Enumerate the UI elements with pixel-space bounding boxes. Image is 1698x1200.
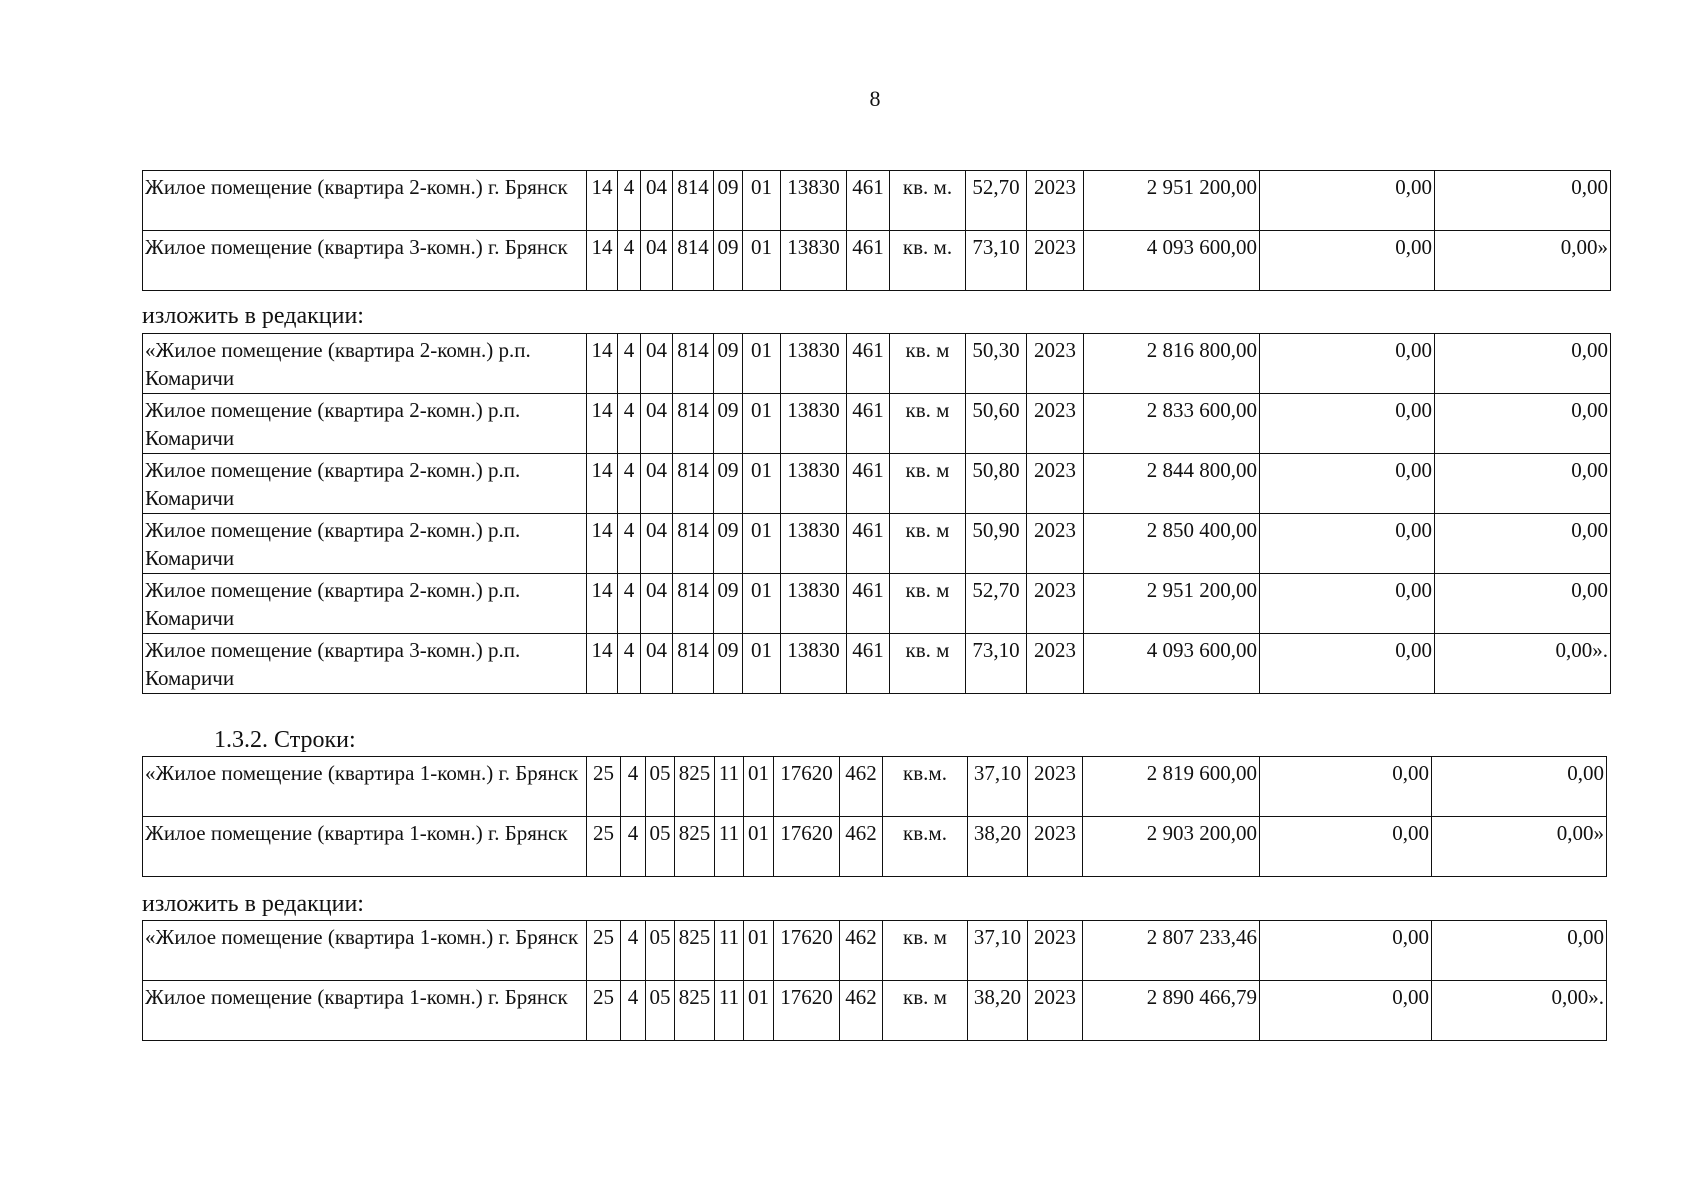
code-cell: 09 [714, 454, 743, 514]
code-cell: 461 [847, 514, 890, 574]
code-cell: 814 [673, 454, 714, 514]
amount-cell: 4 093 600,00 [1084, 231, 1260, 291]
amount-cell: 2 816 800,00 [1084, 334, 1260, 394]
area-cell: 52,70 [966, 574, 1027, 634]
code-cell: 17620 [774, 757, 840, 817]
object-name-cell: «Жилое помещение (квартира 1-комн.) г. Брянск [143, 921, 587, 981]
amount-cell: 0,00 [1432, 757, 1607, 817]
table-row [143, 817, 1607, 877]
code-cell: 814 [673, 231, 714, 291]
code-cell: 11 [715, 817, 744, 877]
code-cell: 04 [641, 574, 673, 634]
table-row [143, 394, 1611, 454]
code-cell: 09 [714, 574, 743, 634]
table-row [143, 454, 1611, 514]
object-name-cell: Жилое помещение (квартира 2-комн.) р.п. Комаричи [143, 454, 587, 514]
amount-cell: 0,00 [1260, 757, 1432, 817]
code-cell: 01 [744, 817, 774, 877]
object-name-cell: Жилое помещение (квартира 3-комн.) г. Брянск [143, 231, 587, 291]
code-cell: 461 [847, 231, 890, 291]
code-cell: 4 [618, 454, 641, 514]
area-cell: 52,70 [966, 171, 1027, 231]
code-cell: 25 [587, 757, 621, 817]
table-row [143, 574, 1611, 634]
code-cell: 11 [715, 757, 744, 817]
table-block-2 [142, 333, 1611, 694]
code-cell: 09 [714, 394, 743, 454]
code-cell: 05 [646, 757, 675, 817]
amount-cell: 2 890 466,79 [1083, 981, 1260, 1041]
area-cell: 50,60 [966, 394, 1027, 454]
amount-cell: 0,00». [1432, 981, 1607, 1041]
code-cell: 4 [618, 574, 641, 634]
year-cell: 2023 [1028, 757, 1083, 817]
code-cell: 13830 [781, 171, 847, 231]
object-name-cell: Жилое помещение (квартира 2-комн.) р.п. Комаричи [143, 514, 587, 574]
code-cell: 4 [621, 757, 646, 817]
code-cell: 461 [847, 574, 890, 634]
code-cell: 01 [743, 634, 781, 694]
year-cell: 2023 [1027, 394, 1084, 454]
year-cell: 2023 [1027, 634, 1084, 694]
code-cell: 4 [618, 334, 641, 394]
amount-cell: 0,00 [1260, 171, 1435, 231]
amount-cell: 0,00 [1260, 817, 1432, 877]
year-cell: 2023 [1027, 171, 1084, 231]
table-row [143, 757, 1607, 817]
property-table-restated-1 [142, 333, 1611, 694]
year-cell: 2023 [1027, 454, 1084, 514]
code-cell: 01 [744, 981, 774, 1041]
amount-cell: 0,00 [1435, 334, 1611, 394]
code-cell: 814 [673, 574, 714, 634]
amount-cell: 2 833 600,00 [1084, 394, 1260, 454]
amount-cell: 2 819 600,00 [1083, 757, 1260, 817]
object-name-cell: Жилое помещение (квартира 3-комн.) р.п. Комаричи [143, 634, 587, 694]
unit-cell: кв. м [890, 334, 966, 394]
page-number: 8 [869, 86, 881, 111]
amount-cell: 2 951 200,00 [1084, 574, 1260, 634]
year-cell: 2023 [1027, 334, 1084, 394]
code-cell: 09 [714, 231, 743, 291]
code-cell: 4 [621, 817, 646, 877]
code-cell: 05 [646, 817, 675, 877]
code-cell: 01 [743, 334, 781, 394]
code-cell: 462 [840, 757, 883, 817]
year-cell: 2023 [1027, 514, 1084, 574]
area-cell: 38,20 [968, 981, 1028, 1041]
object-name-cell: «Жилое помещение (квартира 2-комн.) р.п. Комаричи [143, 334, 587, 394]
code-cell: 13830 [781, 394, 847, 454]
area-cell: 37,10 [968, 757, 1028, 817]
area-cell: 50,80 [966, 454, 1027, 514]
code-cell: 461 [847, 394, 890, 454]
code-cell: 461 [847, 634, 890, 694]
code-cell: 462 [840, 817, 883, 877]
code-cell: 01 [743, 574, 781, 634]
code-cell: 461 [847, 171, 890, 231]
code-cell: 814 [673, 334, 714, 394]
code-cell: 814 [673, 634, 714, 694]
unit-cell: кв. м [890, 514, 966, 574]
amount-cell: 2 903 200,00 [1083, 817, 1260, 877]
code-cell: 04 [641, 394, 673, 454]
code-cell: 13830 [781, 334, 847, 394]
code-cell: 462 [840, 921, 883, 981]
table-block-4 [142, 920, 1607, 1041]
code-cell: 25 [587, 981, 621, 1041]
year-cell: 2023 [1027, 231, 1084, 291]
code-cell: 09 [714, 634, 743, 694]
restate-caption-2: изложить в редакции: [142, 891, 364, 917]
amount-cell: 0,00» [1435, 231, 1611, 291]
code-cell: 814 [673, 171, 714, 231]
unit-cell: кв. м [883, 921, 968, 981]
code-cell: 13830 [781, 231, 847, 291]
code-cell: 825 [675, 981, 715, 1041]
amount-cell: 0,00 [1260, 231, 1435, 291]
code-cell: 4 [618, 634, 641, 694]
unit-cell: кв. м. [890, 231, 966, 291]
table-block-1 [142, 170, 1611, 291]
code-cell: 13830 [781, 574, 847, 634]
amount-cell: 0,00». [1435, 634, 1611, 694]
code-cell: 4 [618, 231, 641, 291]
amount-cell: 2 951 200,00 [1084, 171, 1260, 231]
object-name-cell: «Жилое помещение (квартира 1-комн.) г. Брянск [143, 757, 587, 817]
code-cell: 17620 [774, 817, 840, 877]
year-cell: 2023 [1028, 981, 1083, 1041]
code-cell: 814 [673, 394, 714, 454]
amount-cell: 0,00 [1260, 921, 1432, 981]
code-cell: 14 [587, 231, 618, 291]
amount-cell: 0,00 [1435, 454, 1611, 514]
amount-cell: 0,00 [1260, 394, 1435, 454]
table-row [143, 634, 1611, 694]
code-cell: 01 [743, 514, 781, 574]
amount-cell: 0,00 [1260, 574, 1435, 634]
unit-cell: кв. м [883, 981, 968, 1041]
code-cell: 14 [587, 334, 618, 394]
amount-cell: 0,00 [1260, 981, 1432, 1041]
amount-cell: 0,00 [1432, 921, 1607, 981]
table-row [143, 171, 1611, 231]
table-row [143, 921, 1607, 981]
code-cell: 04 [641, 634, 673, 694]
property-table-original-1 [142, 170, 1611, 291]
code-cell: 25 [587, 921, 621, 981]
code-cell: 14 [587, 634, 618, 694]
code-cell: 4 [618, 394, 641, 454]
code-cell: 09 [714, 334, 743, 394]
code-cell: 14 [587, 454, 618, 514]
code-cell: 825 [675, 757, 715, 817]
code-cell: 4 [621, 981, 646, 1041]
code-cell: 25 [587, 817, 621, 877]
code-cell: 814 [673, 514, 714, 574]
object-name-cell: Жилое помещение (квартира 1-комн.) г. Брянск [143, 981, 587, 1041]
code-cell: 01 [743, 394, 781, 454]
code-cell: 01 [743, 454, 781, 514]
code-cell: 14 [587, 574, 618, 634]
code-cell: 01 [744, 757, 774, 817]
code-cell: 13830 [781, 514, 847, 574]
code-cell: 04 [641, 171, 673, 231]
year-cell: 2023 [1028, 921, 1083, 981]
code-cell: 4 [618, 514, 641, 574]
code-cell: 825 [675, 921, 715, 981]
area-cell: 73,10 [966, 231, 1027, 291]
code-cell: 04 [641, 334, 673, 394]
code-cell: 04 [641, 231, 673, 291]
area-cell: 37,10 [968, 921, 1028, 981]
amount-cell: 0,00» [1432, 817, 1607, 877]
amount-cell: 0,00 [1260, 454, 1435, 514]
code-cell: 05 [646, 921, 675, 981]
table-row [143, 981, 1607, 1041]
amount-cell: 2 807 233,46 [1083, 921, 1260, 981]
code-cell: 01 [744, 921, 774, 981]
code-cell: 13830 [781, 454, 847, 514]
property-table-restated-2 [142, 920, 1607, 1041]
section-heading: 1.3.2. Строки: [214, 727, 356, 753]
object-name-cell: Жилое помещение (квартира 2-комн.) р.п. Комаричи [143, 574, 587, 634]
unit-cell: кв.м. [883, 757, 968, 817]
amount-cell: 0,00 [1260, 334, 1435, 394]
code-cell: 462 [840, 981, 883, 1041]
table-row [143, 231, 1611, 291]
code-cell: 17620 [774, 921, 840, 981]
code-cell: 4 [618, 171, 641, 231]
code-cell: 17620 [774, 981, 840, 1041]
restate-caption-1: изложить в редакции: [142, 303, 364, 329]
area-cell: 50,30 [966, 334, 1027, 394]
code-cell: 825 [675, 817, 715, 877]
area-cell: 38,20 [968, 817, 1028, 877]
unit-cell: кв. м. [890, 171, 966, 231]
code-cell: 461 [847, 334, 890, 394]
code-cell: 11 [715, 921, 744, 981]
code-cell: 05 [646, 981, 675, 1041]
table-row [143, 334, 1611, 394]
unit-cell: кв. м [890, 634, 966, 694]
code-cell: 13830 [781, 634, 847, 694]
code-cell: 4 [621, 921, 646, 981]
code-cell: 01 [743, 231, 781, 291]
amount-cell: 0,00 [1435, 574, 1611, 634]
object-name-cell: Жилое помещение (квартира 2-комн.) р.п. Комаричи [143, 394, 587, 454]
object-name-cell: Жилое помещение (квартира 1-комн.) г. Брянск [143, 817, 587, 877]
unit-cell: кв.м. [883, 817, 968, 877]
code-cell: 14 [587, 514, 618, 574]
amount-cell: 0,00 [1435, 394, 1611, 454]
unit-cell: кв. м [890, 394, 966, 454]
amount-cell: 2 850 400,00 [1084, 514, 1260, 574]
amount-cell: 0,00 [1435, 514, 1611, 574]
year-cell: 2023 [1027, 574, 1084, 634]
property-table-original-2 [142, 756, 1607, 877]
code-cell: 04 [641, 454, 673, 514]
code-cell: 14 [587, 394, 618, 454]
area-cell: 50,90 [966, 514, 1027, 574]
code-cell: 09 [714, 171, 743, 231]
code-cell: 461 [847, 454, 890, 514]
table-row [143, 514, 1611, 574]
object-name-cell: Жилое помещение (квартира 2-комн.) г. Брянск [143, 171, 587, 231]
unit-cell: кв. м [890, 574, 966, 634]
amount-cell: 0,00 [1435, 171, 1611, 231]
amount-cell: 4 093 600,00 [1084, 634, 1260, 694]
amount-cell: 2 844 800,00 [1084, 454, 1260, 514]
code-cell: 14 [587, 171, 618, 231]
code-cell: 04 [641, 514, 673, 574]
year-cell: 2023 [1028, 817, 1083, 877]
code-cell: 01 [743, 171, 781, 231]
code-cell: 11 [715, 981, 744, 1041]
code-cell: 09 [714, 514, 743, 574]
amount-cell: 0,00 [1260, 514, 1435, 574]
table-block-3 [142, 756, 1607, 877]
area-cell: 73,10 [966, 634, 1027, 694]
unit-cell: кв. м [890, 454, 966, 514]
amount-cell: 0,00 [1260, 634, 1435, 694]
